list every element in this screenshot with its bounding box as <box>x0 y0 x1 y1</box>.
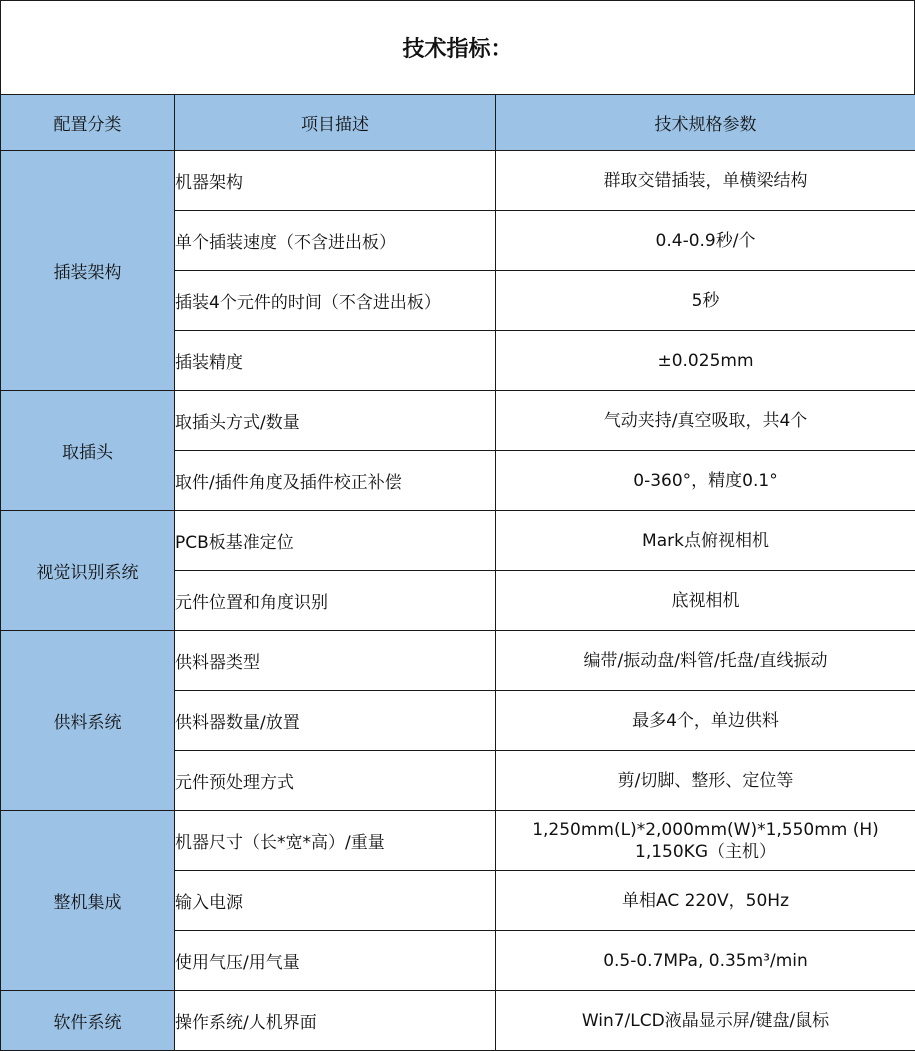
description-cell: 取插头方式/数量 <box>175 391 496 451</box>
header-category: 配置分类 <box>1 95 175 151</box>
value-cell: 编带/振动盘/料管/托盘/直线振动 <box>496 631 915 691</box>
description-cell: 插装4个元件的时间（不含进出板） <box>175 271 496 331</box>
category-cell: 软件系统 <box>1 991 175 1051</box>
description-cell: 元件位置和角度识别 <box>175 571 496 631</box>
description-cell: 元件预处理方式 <box>175 751 496 811</box>
category-cell: 插装架构 <box>1 151 175 391</box>
description-cell: 单个插装速度（不含进出板） <box>175 211 496 271</box>
table-row <box>1 631 915 691</box>
category-cell: 供料系统 <box>1 631 175 811</box>
value-cell: 底视相机 <box>496 571 915 631</box>
category-cell: 整机集成 <box>1 811 175 991</box>
value-cell <box>496 811 915 871</box>
value-cell: ±0.025mm <box>496 331 915 391</box>
header-description: 项目描述 <box>175 95 496 151</box>
header-parameters: 技术规格参数 <box>496 95 915 151</box>
value-cell: 5秒 <box>496 271 915 331</box>
value-cell: 0-360°，精度0.1° <box>496 451 915 511</box>
description-cell: 机器架构 <box>175 151 496 211</box>
spec-table <box>0 94 915 1051</box>
description-cell: 取件/插件角度及插件校正补偿 <box>175 451 496 511</box>
value-cell: Win7/LCD液晶显示屏/键盘/鼠标 <box>496 991 915 1051</box>
description-cell: 使用气压/用气量 <box>175 931 496 991</box>
value-cell: 气动夹持/真空吸取，共4个 <box>496 391 915 451</box>
value-cell: 剪/切脚、整形、定位等 <box>496 751 915 811</box>
table-row <box>1 511 915 571</box>
category-cell: 取插头 <box>1 391 175 511</box>
value-cell: 最多4个，单边供料 <box>496 691 915 751</box>
dimensions-value: 1,250mm(L)*2,000mm(W)*1,550mm (H) <box>496 819 915 841</box>
description-cell: 输入电源 <box>175 871 496 931</box>
weight-value: 1,150KG（主机） <box>496 841 915 863</box>
table-row <box>1 391 915 451</box>
value-cell: 0.4-0.9秒/个 <box>496 211 915 271</box>
value-cell: 群取交错插装，单横梁结构 <box>496 151 915 211</box>
description-cell: PCB板基准定位 <box>175 511 496 571</box>
description-cell: 机器尺寸（长*宽*高）/重量 <box>175 811 496 871</box>
description-cell: 供料器类型 <box>175 631 496 691</box>
value-cell: 0.5-0.7MPa, 0.35m³/min <box>496 931 915 991</box>
value-cell: 单相AC 220V，50Hz <box>496 871 915 931</box>
category-cell: 视觉识别系统 <box>1 511 175 631</box>
description-cell: 供料器数量/放置 <box>175 691 496 751</box>
table-row <box>1 811 915 871</box>
description-cell: 插装精度 <box>175 331 496 391</box>
value-cell: Mark点俯视相机 <box>496 511 915 571</box>
table-header-row <box>1 95 915 151</box>
description-cell: 操作系统/人机界面 <box>175 991 496 1051</box>
table-row <box>1 991 915 1051</box>
page-title: 技术指标： <box>0 0 915 94</box>
table-row <box>1 151 915 211</box>
